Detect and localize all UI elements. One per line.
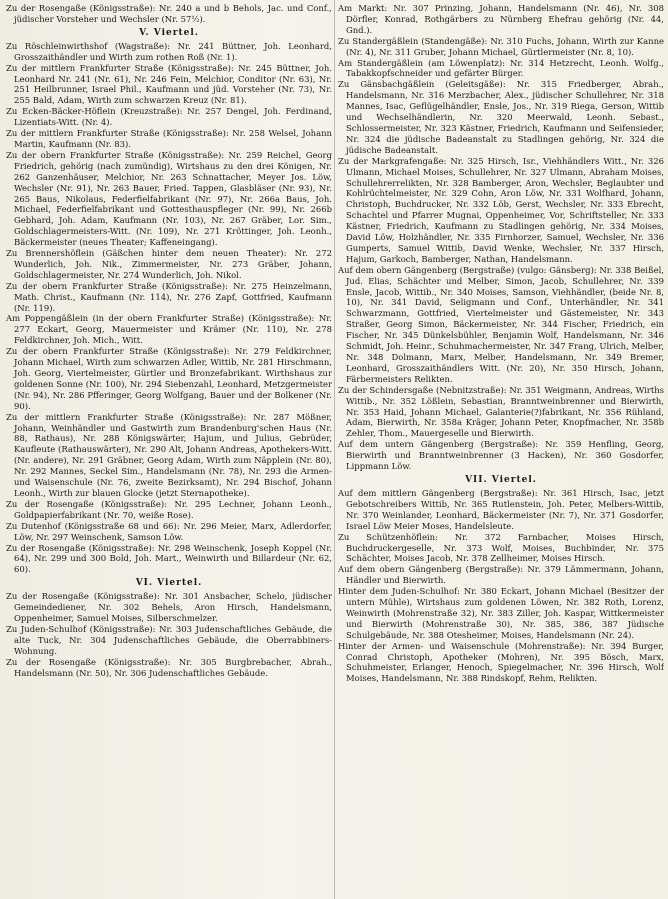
- left-column: [6, 3, 332, 897]
- directory-entry: Auf dem obern Gängenberg (Bergstraße) (vulgo: Gänsberg): Nr. 338 Beißel, Jud. Elias, Schächter und Melber, Simon, Jacob, Schullehrer, Nr. 339 Ensle, Jacob, Wittib., Nr. 340 Moises, Samson, Viehhändler, (beide Nr. 8, 10), Nr. 341 David, Seligmann und Conf., Unterhändler, Nr. 341 Schwarzmann, Gottfried, Viertelmeister und Gästemeister, Nr. 343 Straßer, Georg Simon, Bäckermeister, Nr. 344 Fischer, Friedrich, ein Fischer, Nr. 345 Dünkelsbühler, Benjamin Wolf, Handelsmann, Nr. 346 Schmidt, Joh. Heinr., Schuhmachermeister, Nr. 347 Frang, Ulrich, Melber, Nr. 348 Dolmann, Marx, Melber, Handelsmann, Nr. 349 Bremer, Leonhard, Grosszaithändlers Witt. (Nr. 20), Nr. 350 Hirsch, Johann, Färbermeisters Relikten.: [338, 264, 664, 384]
- directory-entry: Zu der Rosengaße (Königsstraße): Nr. 301 Ansbacher, Schelo, jüdischer Gemeindediener, Nr. 302 Behels, Aron Hirsch, Handelsmann, Oppenheimer, Samuel Moises, Silberschmelzer.: [6, 591, 332, 624]
- directory-entry: Zu der Rosengaße (Königsstraße): Nr. 305 Burgbrebacher, Abrah., Handelsmann (Nr. 50), Nr. 306 Judenschaftliches Gebäude.: [6, 656, 332, 678]
- column-divider: [334, 0, 335, 899]
- directory-entry: Hinter dem Juden-Schulhof: Nr. 380 Eckart, Johann Michael (Besitzer der untern Mühle), Wirtshaus zum goldenen Löwen, Nr. 382 Roth, Lorenz, Weinwirth (Mohrenstraße 32), Nr. 383 Ziller, Joh. Kaspar, Wittkermeister und Bierwirth (Mohrenstraße 30), Nr. 385, 386, 387 Jüdische Schulgebäude, Nr. 388 Otesheimer, Moises, Handelsmann (Nr. 24).: [338, 586, 664, 640]
- directory-entry: Zu Brennershöflein (Gäßchen hinter dem neuen Theater): Nr. 272 Wunderlich, Joh. Nik., Zimmermeister, Nr. 273 Gräber, Johann, Goldschlagermeister, Nr. 274 Wunderlich, Joh. Nikol.: [6, 248, 332, 280]
- directory-entry: Zu Röschleinwirthshof (Wagstraße): Nr. 241 Büttner, Joh. Leonhard, Grosszaithändler und Wirth zum rothen Roß (Nr. 1).: [6, 40, 332, 62]
- directory-entry: Zu Gänsbachgäßlein (Geleitsgäße): Nr. 315 Friedberger, Abrah., Handelsmann, Nr. 316 Merzbacher, Alex., jüdischer Schullehrer, Nr. 318 Mannes, Isac, Geflügelhändler, Ensle, Jos., Nr. 319 Riega, Gerson, Wittib und Wechselhändlerin, Nr. 320 Meerwald, Leonh. Sebast., Schlossermeister, Nr. 323 Kästner, Friedrich, Kaufmann und Seifensieder, Nr. 324 die jüdische Badeanstalt zu Stadlingen gehörig, Nr. 324 die jüdische Badeanstalt.: [338, 79, 664, 155]
- directory-entry: Zu der obern Frankfurter Straße (Königsstraße): Nr. 259 Reichel, Georg Friedrich, gehörig (nach zumündig), Wirtshaus zu den drei Königen, Nr. 262 Ganzenhäuser, Melchior, Nr. 263 Schnattacher, Meyer Jos. Löw, Wechsler (Nr. 91), Nr. 263 Bauer, Fried. Tappen, Glasbläser (Nr. 93), Nr. 265 Baus, Nikolaus, Federfielfabrikant (Nr. 97), Nr. 266a Baus, Joh. Michael, Federfielfabrikant und Gottesthauspfleger (Nr. 99), Nr. 266b Gebhard, Joh. Adam, Kaufmann (Nr. 103), Nr. 267 Gräber, Lor. Sim., Goldschlagermeisters-Witt. (Nr. 109), Nr. 271 Kröttinger, Joh. Leonh., Bäckermeister (neues Theater; Kaffeneingang).: [6, 149, 332, 248]
- directory-entry: Am Poppengäßlein (in der obern Frankfurter Straße) (Königsstraße): Nr. 277 Eckart, Georg, Mauermeister und Krämer (Nr. 110), Nr. 278 Feldkirchner, Joh. Mich., Witt.: [6, 313, 332, 346]
- section-heading: VII. Viertel.: [465, 474, 537, 485]
- directory-entry: Zu Ecken-Bäcker-Höflein (Kreuzstraße): Nr. 257 Dengel, Joh. Ferdinand, Lizentiats-Witt. (Nr. 4).: [6, 106, 332, 128]
- section-heading: V. Viertel.: [139, 27, 199, 38]
- directory-entry: Auf dem mittlern Gängenberg (Bergstraße): Nr. 361 Hirsch, Isac, jetzt Gebotschreibers Wittib, Nr. 365 Rutlenstein, Joh. Peter, Melbers-Wittib, Nr. 370 Weinlander, Leonhard, Bäckermeister (Nr. 7), Nr. 371 Gosdorfer, Israel Löw Meier Moses, Handelsleute.: [338, 487, 664, 531]
- directory-entry: Zu der Rosengaße (Königsstraße): Nr. 298 Weinschenk, Joseph Koppel (Nr. 64), Nr. 299 und 300 Bold, Joh. Mart., Weinwirth und Billardeur (Nr. 62, 60).: [6, 542, 332, 575]
- directory-entry: Zu der mittlern Frankfurter Straße (Königsstraße): Nr. 287 Mößner, Johann, Weinhändler und Gastwirth zum Brandenburg'schen Haus (Nr. 88, Rathaus), Nr. 288 Königswärter, Hajum, und Julius, Gebrüder, Kaufleute (Rathauswärter), Nr. 290 Alt, Johann Andreas, Apothekers-Witt. (Nr. andere), Nr. 291 Gräbner, Georg Adam, Wirth zum Näpplein (Nr. 80), Nr. 292 Mannes, Seckel Sim., Handelsmann (Nr. 78), Nr. 293 die Armen- und Waisenschule (Nr. 76, zweite Bezirksamt), Nr. 294 Bischof, Johann Leonh., Wirth zur blauen Glocke (jetzt Sternapotheke).: [6, 411, 332, 498]
- directory-entry: Zu Dutenhof (Königsstraße 68 und 66): Nr. 296 Meier, Marx, Adlerdorfer, Löw, Nr. 297 Weinschenk, Samson Löw.: [6, 520, 332, 542]
- right-column: [338, 3, 664, 897]
- directory-entry: Am Markt: Nr. 307 Prinzing, Johann, Handelsmann (Nr. 46), Nr. 308 Dörfler, Konrad, Rothgärbers zu Nürnberg Ehefrau gehörig (Nr. 44, Gnd.).: [338, 3, 664, 35]
- directory-entry: Zu Standergäßlein (Standengäße): Nr. 310 Fuchs, Johann, Wirth zur Kanne (Nr. 4), Nr. 311 Gruber, Johann Michael, Gürtlermeister (Nr. 8, 10).: [338, 35, 664, 57]
- directory-entry: Zu der mittlern Frankfurter Straße (Königsstraße): Nr. 245 Büttner, Joh. Leonhard Nr. 241 (Nr. 61), Nr. 246 Fein, Melchior, Conditor (Nr. 63), Nr. 251 Heilbrunner, Israel Phil., Kaufmann und jüd. Vorsteher (Nr. 73), Nr. 255 Bald, Adam, Wirth zum schwarzen Kreuz (Nr. 81).: [6, 62, 332, 106]
- directory-entry: Zu der Rosengaße (Königsstraße): Nr. 295 Lechner, Johann Leonh., Goldpapierfabrikant (Nr. 70, weiße Rose).: [6, 498, 332, 520]
- directory-entry: Zu der Markgrafengaße: Nr. 325 Hirsch, Isr., Viehhändlers Witt., Nr. 326 Ulmann, Michael Moises, Schullehrer, Nr. 327 Ulmann, Abraham Moises, Schullehrerrelikten, Nr. 328 Bamberger, Aron, Wechsler, Beglaubter und Kohlrüchtelmeister, Nr. 329 Cohn, Aron Löw, Nr. 331 Wolfhard, Johann, Christoph, Buchdrucker, Nr. 332 Löb, Gerst, Wechsler, Nr. 333 Ebrecht, Schachtel und Pfarrer Mugnai, Oppenheimer, Vor, Schriftsteller, Nr. 333 Kästner, Friedrich, Kaufmann zu Stadlingen gehörig, Nr. 334 Moises, David Löw, Holzhändler, Nr. 335 Firnhorzer, Samuel, Wechsler, Nr. 336 Gumperts, Samuel Wittib, David Wenke, Wechsler, Nr. 337 Hirsch, Hajum, Garkoch, Bamberger, Nathan, Handelsmann.: [338, 155, 664, 264]
- directory-entry: Auf dem obern Gängenberg (Bergstraße): Nr. 379 Lämmermann, Johann, Händler und Bierwirth.: [338, 564, 664, 586]
- directory-entry: Zu der Schindersgaße (Nebnitzstraße): Nr. 351 Weigmann, Andreas, Wirths Wittib., Nr. 352 Lößlein, Sebastian, Branntweinbrenner und Bierwirth, Nr. 353 Haid, Johann Michael, Galanterie(?)fabrikant, Nr. 356 Rühland, Adam, Bierwirth, Nr. 358a Kräger, Johann Peter, Knopfmacher, Nr. 358b Zehler, Thom., Mauergeselle und Bierwirth.: [338, 384, 664, 439]
- directory-entry: Hinter der Armen- und Waisenschule (Mohrenstraße): Nr. 394 Burger, Conrad Christoph, Apotheker (Mohren), Nr. 395 Bösch, Marx, Schuhmeister, Erlanger, Henoch, Spiegelmacher, Nr. 396 Hirsch, Wolf Moises, Handelsmann, Nr. 388 Rindskopf, Rehm, Relikten.: [338, 640, 664, 684]
- directory-entry: Am Standergäßlein (am Löwenplatz): Nr. 314 Hetzrecht, Leonh. Wolfg., Tabakkopfschneider und gefärter Bürger.: [338, 57, 664, 79]
- directory-entry: Zu der mittlern Frankfurter Straße (Königsstraße): Nr. 258 Welsel, Johann Martin, Kaufmann (Nr. 83).: [6, 128, 332, 149]
- directory-entry: Zu der obern Frankfurter Straße (Königsstraße): Nr. 275 Heinzelmann, Math. Christ., Kaufmann (Nr. 114), Nr. 276 Zapf, Gottfried, Kaufmann (Nr. 119).: [6, 280, 332, 313]
- directory-entry: Zu Schützenhöflein: Nr. 372 Farnbacher, Moises Hirsch, Buchdruckergeselle, Nr. 373 Wolf, Moises, Buchbinder, Nr. 375 Schächter, Moises Jacob, Nr. 378 Zellheimer, Moises Hirsch.: [338, 531, 664, 564]
- directory-entry: Auf dem untern Gängenberg (Bergstraße): Nr. 359 Henfling, Georg, Bierwirth und Branntweinbrenner (3 Hacken), Nr. 360 Gosdorfer, Lippmann Löw.: [338, 439, 664, 472]
- directory-entry: Zu Juden-Schulhof (Königsstraße): Nr. 303 Judenschaftliches Gebäude, die alte Tuck, Nr. 304 Judenschaftliches Gebäude, die Oberrabbiners-Wohnung.: [6, 623, 332, 656]
- directory-entry: Zu der Rosengaße (Königsstraße): Nr. 240 a und b Behols, Jac. und Conf., jüdischer Vorsteher und Wechsler (Nr. 57½).: [6, 3, 332, 24]
- section-heading: VI. Viertel.: [135, 578, 203, 589]
- directory-entry: Zu der obern Frankfurter Straße (Königsstraße): Nr. 279 Feldkirchner, Johann Michael, Wirth zum schwarzen Adler, Wittib, Nr. 281 Hirschmann, Joh. Georg, Viertelmeister, Gürtler und Bronzefabrikant. Wirthshaus zur goldenen Sonne (Nr. 100), Nr. 294 Siebenzahl, Leonhard, Metzgermeister (Nr. 94), Nr. 286 Pfferinger, Georg Wolfgang, Bauer und der Bolkener (Nr. 90).: [6, 346, 332, 411]
